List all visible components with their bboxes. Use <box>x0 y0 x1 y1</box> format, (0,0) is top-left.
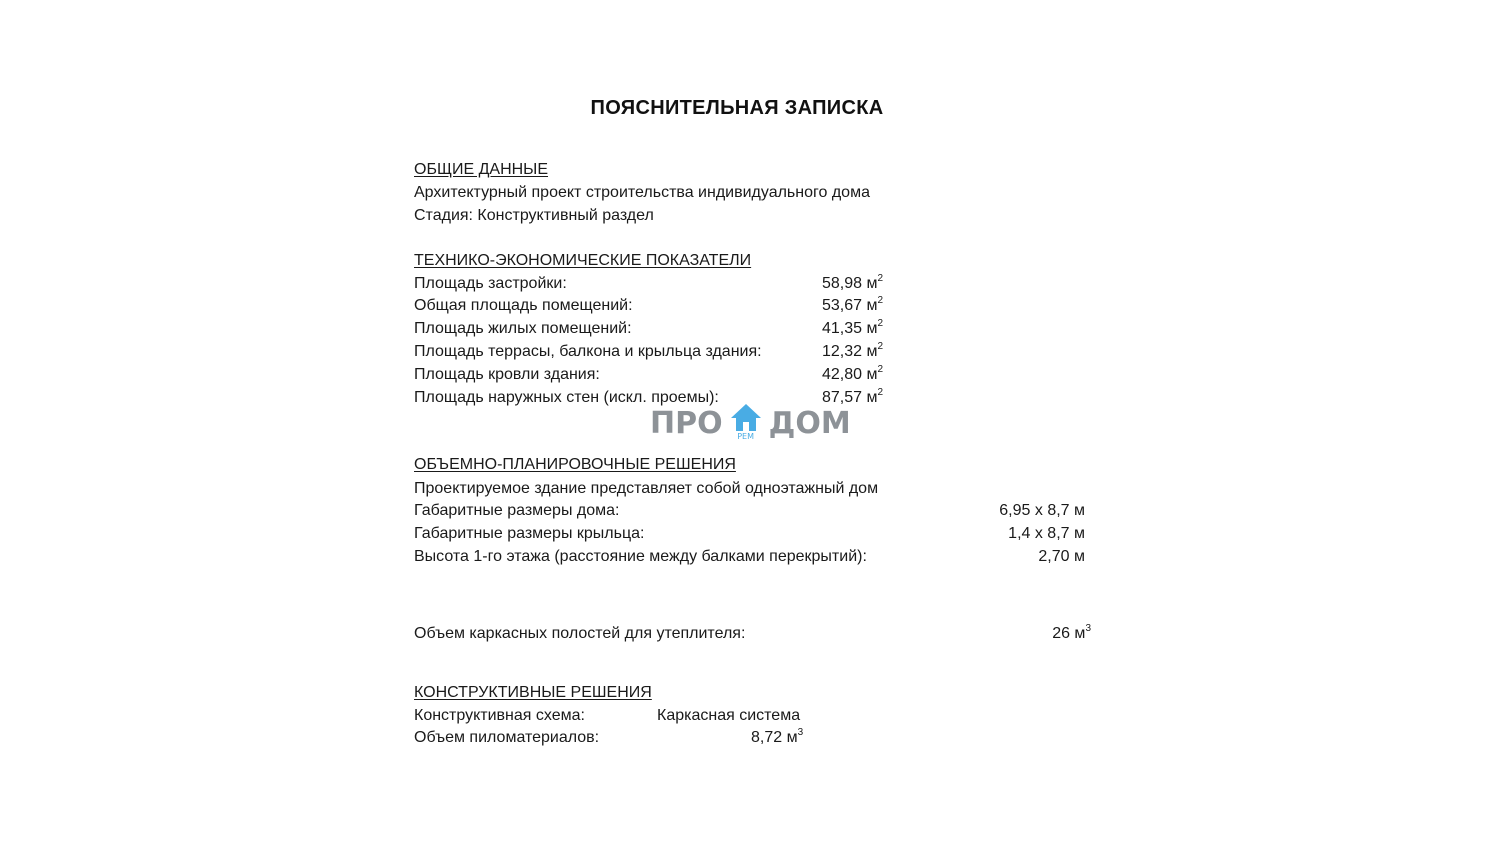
planning-value: 6,95 х 8,7 м <box>999 502 1085 519</box>
construction-value: 8,72 $м^3$ <box>751 727 804 746</box>
indicator-value: 53,67 $м^2$ <box>822 295 884 314</box>
planning-intro: Проектируемое здание представляет собой одноэтажный дом <box>414 480 879 497</box>
watermark-logo <box>650 402 851 444</box>
construction-label: Конструктивная схема: <box>414 707 585 724</box>
indicator-label: Общая площадь помещений: <box>414 297 633 314</box>
construction-value: Каркасная система <box>657 707 801 724</box>
section-heading-general: ОБЩИЕ ДАННЫЕ <box>414 161 549 178</box>
indicator-label: Площадь наружных стен (искл. проемы): <box>414 389 719 406</box>
indicator-label: Площадь жилых помещений: <box>414 320 632 337</box>
indicator-value: 42,80 $м^2$ <box>822 364 884 383</box>
watermark-small-text: РЕМ <box>737 432 754 441</box>
insulation-value: 26 $м^3$ <box>1052 623 1091 642</box>
indicator-value: 12,32 $м^2$ <box>822 341 884 360</box>
indicator-value: 41,35 $м^2$ <box>822 318 884 337</box>
planning-label: Габаритные размеры дома: <box>414 502 620 519</box>
watermark-text-left: ПРО <box>650 405 723 441</box>
section-heading-construction: КОНСТРУКТИВНЫЕ РЕШЕНИЯ <box>414 684 652 701</box>
planning-label: Высота 1-го этажа (расстояние между балками перекрытий): <box>414 548 867 565</box>
planning-value: 1,4 х 8,7 м <box>1008 525 1085 542</box>
construction-label: Объем пиломатериалов: <box>414 729 600 746</box>
general-line: Архитектурный проект строительства индивидуального дома <box>414 184 870 201</box>
insulation-label: Объем каркасных полостей для утеплителя: <box>414 625 746 642</box>
planning-label: Габаритные размеры крыльца: <box>414 525 645 542</box>
indicator-label: Площадь застройки: <box>414 275 567 292</box>
general-line: Стадия: Конструктивный раздел <box>414 207 654 224</box>
indicator-value: 87,57 $м^2$ <box>822 387 884 406</box>
planning-value: 2,70 м <box>1038 548 1085 565</box>
watermark-text-right: ДОМ <box>768 405 851 441</box>
house-icon <box>729 402 763 444</box>
indicator-value: 58,98 $м^2$ <box>822 273 884 292</box>
indicator-label: Площадь кровли здания: <box>414 366 600 383</box>
section-heading-planning: ОБЪЕМНО-ПЛАНИРОВОЧНЫЕ РЕШЕНИЯ <box>414 456 736 473</box>
section-heading-indicators: ТЕХНИКО-ЭКОНОМИЧЕСКИЕ ПОКАЗАТЕЛИ <box>414 252 752 269</box>
page-title: ПОЯСНИТЕЛЬНАЯ ЗАПИСКА <box>590 97 884 119</box>
indicator-label: Площадь террасы, балкона и крыльца здания: <box>414 343 762 360</box>
